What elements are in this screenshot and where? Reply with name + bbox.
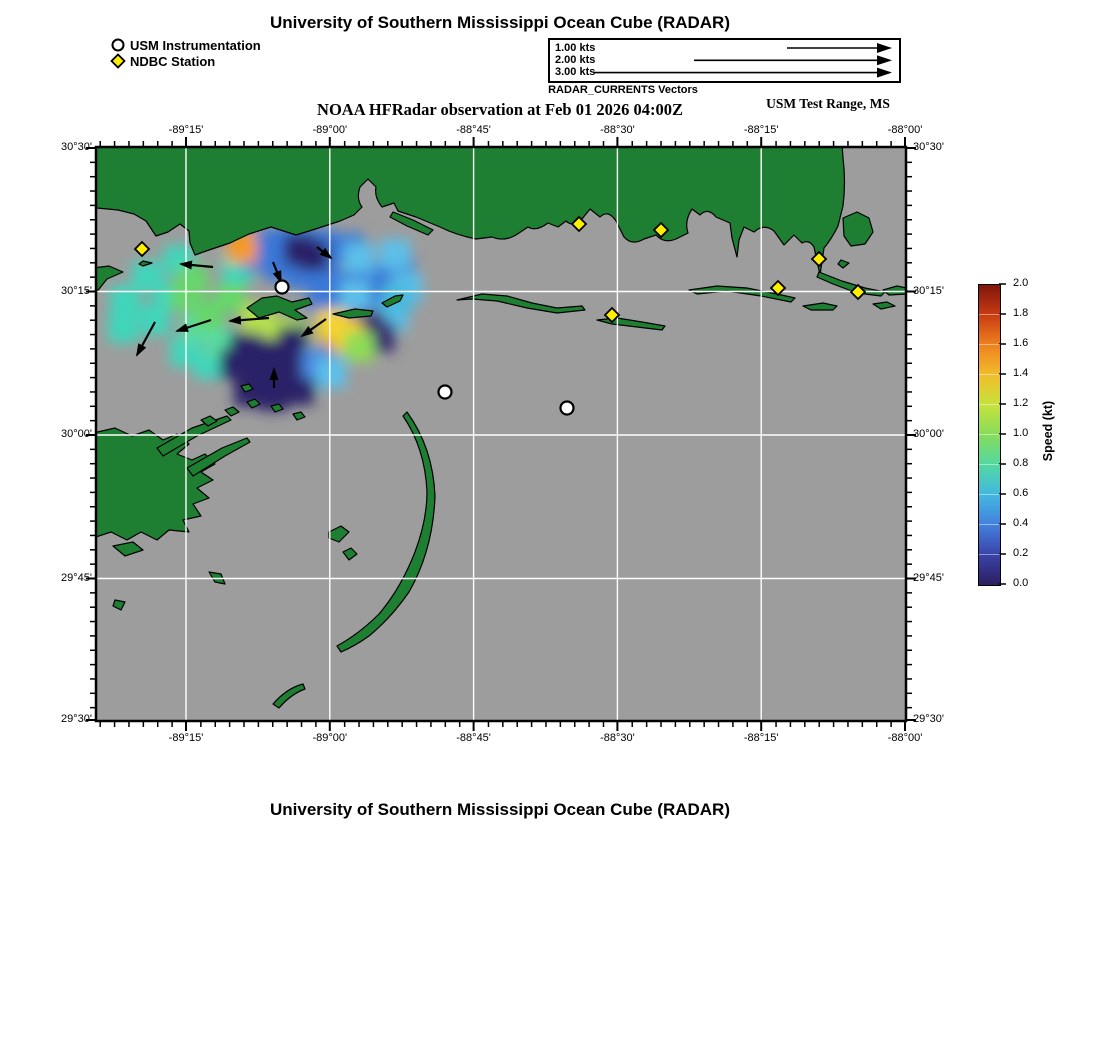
map-subtitle: NOAA HFRadar observation at Feb 01 2026 04:00Z [317, 100, 683, 119]
y-axis-label-left: 29°30' [61, 713, 92, 725]
y-axis-label-right: 30°30' [913, 141, 944, 153]
x-axis-label-top: -88°15' [743, 124, 779, 136]
raster-cell [216, 283, 246, 313]
colorbar-tick-line [979, 494, 1000, 495]
colorbar-tick-label: 1.6 [1013, 337, 1029, 349]
vector-scale-2: 2.00 kts [555, 54, 596, 66]
legend-ndbc-label: NDBC Station [130, 54, 216, 69]
y-axis-label-left: 30°15' [61, 284, 92, 297]
colorbar-tick-line [979, 434, 1000, 435]
y-axis-label-right: 30°00' [913, 428, 944, 440]
colorbar-tick-line [979, 374, 1000, 375]
page-title: University of Southern Mississippi Ocean Cube (RADAR) [269, 13, 730, 32]
vector-box-caption: RADAR_CURRENTS Vectors [548, 84, 698, 96]
diamond-marker-icon [112, 55, 125, 68]
colorbar-tick-label: 1.2 [1013, 397, 1029, 409]
legend-markers [108, 35, 130, 73]
x-axis-label-top: -89°00' [312, 124, 348, 136]
usm-station-marker [276, 281, 289, 294]
x-axis-label-top: -88°30' [600, 124, 635, 136]
colorbar-tick-label: 0.6 [1013, 487, 1029, 499]
y-axis-label-left: 29°45' [61, 571, 92, 584]
range-label: USM Test Range, MS [766, 96, 890, 111]
colorbar-tick-label: 0.2 [1013, 547, 1029, 559]
colorbar-tick-label: 0.8 [1013, 457, 1029, 469]
vector-scale-box [548, 38, 901, 83]
colorbar-ticks [999, 283, 1011, 587]
colorbar-tick-line [979, 524, 1000, 525]
y-axis-label-right: 30°15' [913, 284, 944, 297]
colorbar-tick-line [979, 314, 1000, 315]
raster-cell [344, 332, 374, 362]
colorbar-tick-label: 1.4 [1013, 367, 1029, 379]
raster-cell [344, 243, 374, 273]
y-axis-label-left: 30°00' [61, 428, 92, 440]
vector-scale-arrows [550, 40, 899, 81]
colorbar-tick-label: 1.8 [1013, 307, 1029, 319]
x-axis-label-bottom: -88°15' [743, 732, 779, 744]
legend-usm-label: USM Instrumentation [130, 38, 261, 53]
x-axis-label-top: -88°00' [887, 124, 923, 136]
colorbar-tick-line [979, 404, 1000, 405]
colorbar-tick-line [979, 554, 1000, 555]
usm-station-marker [439, 386, 452, 399]
x-axis-label-top: -89°15' [168, 124, 204, 136]
colorbar-tick-line [979, 344, 1000, 345]
x-axis-label-bottom: -89°15' [168, 732, 204, 744]
x-axis-label-bottom: -88°45' [456, 732, 491, 744]
footer-title: University of Southern Mississippi Ocean Cube (RADAR) [269, 800, 730, 819]
colorbar [978, 284, 1001, 586]
x-axis-label-top: -88°45' [456, 124, 491, 136]
usm-station-marker [561, 402, 574, 415]
colorbar-tick-label: 1.0 [1013, 427, 1029, 439]
colorbar-tick-label: 0.0 [1013, 577, 1029, 589]
raster-cell [340, 281, 370, 311]
map-canvas [97, 148, 905, 720]
circle-marker-icon [113, 40, 124, 51]
y-axis-label-left: 30°30' [61, 141, 92, 153]
colorbar-tick-label: 0.4 [1013, 517, 1029, 529]
y-axis-label-right: 29°45' [913, 571, 944, 584]
colorbar-tick-line [979, 464, 1000, 465]
colorbar-tick-label: 2.0 [1013, 277, 1029, 289]
y-axis-label-right: 29°30' [913, 713, 944, 725]
raster-cell [220, 349, 250, 379]
raster-cell [298, 241, 328, 271]
x-axis-label-bottom: -88°00' [887, 732, 923, 744]
raster-cell [316, 358, 346, 388]
vector-scale-3: 3.00 kts [555, 66, 596, 78]
x-axis-label-bottom: -88°30' [600, 732, 635, 744]
x-axis-label-bottom: -89°00' [312, 732, 348, 744]
raster-cell [178, 265, 208, 295]
colorbar-title: Speed (kt) [1041, 400, 1055, 462]
raster-cell [380, 239, 410, 269]
raster-cell [108, 313, 138, 343]
vector-scale-1: 1.00 kts [555, 42, 596, 54]
